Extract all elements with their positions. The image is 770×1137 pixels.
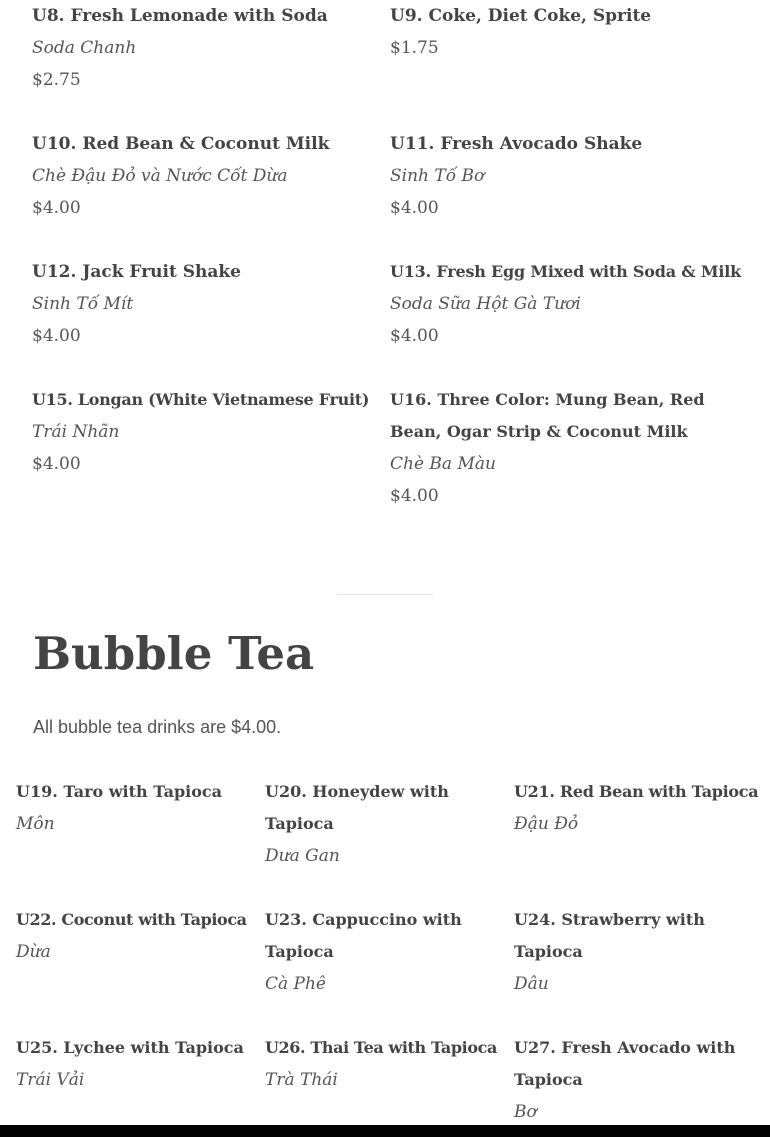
- menu-item-name: U13. Fresh Egg Mixed with Soda & Milk: [390, 262, 742, 281]
- menu-item-name: U22. Coconut with Tapioca: [16, 910, 247, 929]
- menu-item-price: $4.00: [390, 486, 439, 506]
- menu-item-vietnamese: Dâu: [514, 974, 549, 994]
- bubble-tea-item: [514, 904, 744, 1000]
- menu-item-vietnamese: Soda Chanh: [32, 38, 137, 58]
- menu-item-name: U24. Strawberry with Tapioca: [514, 910, 705, 961]
- menu-item-name: U25. Lychee with Tapioca: [16, 1038, 244, 1057]
- menu-item: [390, 128, 750, 224]
- bubble-tea-item: [265, 904, 490, 1000]
- menu-item-vietnamese: Sinh Tố Bơ: [390, 166, 485, 186]
- section-title: Bubble Tea: [33, 627, 315, 680]
- menu-item: [32, 384, 384, 480]
- menu-item-name: U9. Coke, Diet Coke, Sprite: [390, 6, 652, 26]
- bottom-bar: [0, 1125, 770, 1137]
- section-note: All bubble tea drinks are $4.00.: [33, 717, 282, 737]
- menu-item-price: $4.00: [390, 326, 439, 346]
- bubble-tea-item: [16, 904, 256, 968]
- menu-item-name: U15. Longan (White Vietnamese Fruit): [32, 390, 370, 409]
- menu-item-vietnamese: Chè Ba Màu: [390, 454, 496, 474]
- menu-item-name: U21. Red Bean with Tapioca: [514, 782, 759, 801]
- menu-item-vietnamese: Bơ: [514, 1102, 537, 1122]
- menu-item-vietnamese: Môn: [16, 814, 55, 834]
- menu-item-vietnamese: Sinh Tố Mít: [32, 294, 134, 314]
- menu-item-vietnamese: Soda Sữa Hột Gà Tươi: [390, 294, 581, 314]
- menu-item-name: U19. Taro with Tapioca: [16, 782, 223, 801]
- menu-item: [390, 0, 750, 64]
- menu-item-name: U20. Honeydew with Tapioca: [265, 782, 449, 833]
- menu-item-price: $4.00: [32, 198, 81, 218]
- menu-item-name: U23. Cappuccino with Tapioca: [265, 910, 462, 961]
- menu-item-price: $4.00: [390, 198, 439, 218]
- menu-item-vietnamese: Dừa: [16, 942, 51, 962]
- menu-item-price: $4.00: [32, 326, 81, 346]
- menu-item-name: U10. Red Bean & Coconut Milk: [32, 134, 330, 154]
- bubble-tea-item: [16, 776, 256, 840]
- menu-item: [32, 0, 382, 96]
- menu-item-name: U11. Fresh Avocado Shake: [390, 134, 643, 154]
- section-divider: [337, 594, 433, 595]
- menu-item: [390, 384, 760, 512]
- menu-item-price: $2.75: [32, 70, 81, 90]
- menu-item-vietnamese: Đậu Đỏ: [514, 814, 579, 834]
- menu-item-vietnamese: Trà Thái: [265, 1070, 338, 1090]
- menu-item-name: U8. Fresh Lemonade with Soda: [32, 6, 328, 26]
- bubble-tea-item: [265, 776, 495, 872]
- menu-item-vietnamese: Cà Phê: [265, 974, 326, 994]
- menu-item-name: U27. Fresh Avocado with Tapioca: [514, 1038, 736, 1089]
- bubble-tea-item: [265, 1032, 509, 1096]
- menu-item-name: U16. Three Color: Mung Bean, Red Bean, Ogar Strip & Coconut Milk: [390, 390, 705, 441]
- menu-item-name: U26. Thai Tea with Tapioca: [265, 1038, 497, 1057]
- menu-item: [32, 128, 382, 224]
- menu-item-vietnamese: Trái Vải: [16, 1070, 85, 1090]
- menu-item-vietnamese: Chè Đậu Đỏ và Nước Cốt Dừa: [32, 166, 288, 186]
- bubble-tea-item: [16, 1032, 256, 1096]
- menu-item-price: $4.00: [32, 454, 81, 474]
- bubble-tea-item: [514, 1032, 754, 1128]
- menu-item-vietnamese: Dưa Gan: [265, 846, 340, 866]
- menu-item-vietnamese: Trái Nhãn: [32, 422, 120, 442]
- menu-item: [32, 256, 382, 352]
- menu-item: [390, 256, 765, 352]
- bubble-tea-item: [514, 776, 766, 840]
- menu-item-name: U12. Jack Fruit Shake: [32, 262, 241, 282]
- menu-item-price: $1.75: [390, 38, 439, 58]
